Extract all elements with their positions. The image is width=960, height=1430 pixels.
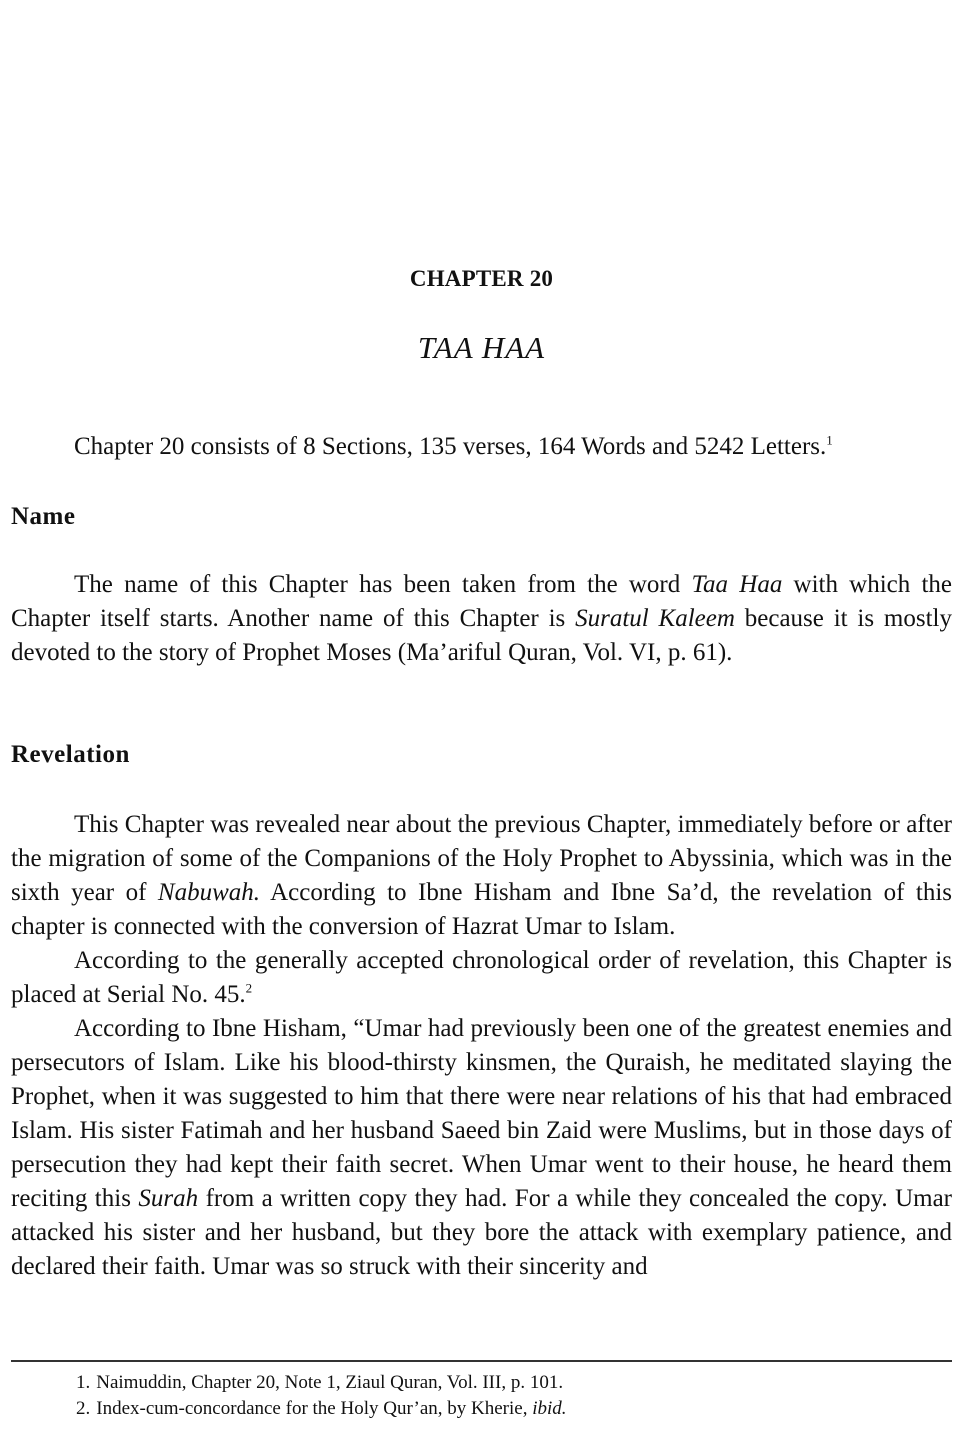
footnotes: [76, 1370, 936, 1422]
name-text-b: with which the Chapter itself starts. Another name of this Chapter is: [11, 571, 953, 632]
revelation-p1-b: According to Ibne Hisham and Ibne Sa’d, the revelation of this chapter is connected with the conversion of Hazrat Umar to Islam.: [11, 879, 953, 940]
revelation-p1-nabuwah: Nabuwah.: [157, 879, 260, 906]
footnote-ref-2: 2: [245, 980, 253, 996]
footnote-ref-1: 1: [826, 432, 833, 448]
revelation-p1-a: This Chapter was revealed near about the previous Chapter, immediately before or after the migration of some of the Companions of the Holy Prophet to Abyssinia, which was in the sixth year of: [11, 811, 952, 906]
footnote-divider: [11, 1360, 952, 1362]
revelation-paragraph-2: [11, 944, 952, 1012]
section-heading-name: Name: [11, 503, 76, 530]
revelation-heading-block: [11, 741, 952, 769]
footnote-2-italic: ibid.: [532, 1398, 567, 1419]
intro-text: Chapter 20 consists of 8 Sections, 135 verses, 164 Words and 5242 Letters.: [74, 433, 827, 460]
footnote-2-text: Index-cum-concordance for the Holy Qur’an, by Kherie,: [96, 1398, 533, 1419]
section-heading-revelation: Revelation: [11, 741, 130, 768]
name-heading-block: [11, 503, 952, 531]
footnote-1-number: 1.: [76, 1372, 91, 1393]
revelation-paragraph-3: [11, 1012, 952, 1284]
name-paragraph: [11, 568, 952, 670]
name-text-c: because it is mostly devoted to the story of Prophet Moses (Ma’ariful Quran, Vol. VI, p. 61).: [11, 605, 952, 666]
chapter-title: TAA HAA: [417, 330, 546, 365]
footnote-1-text: Naimuddin, Chapter 20, Note 1, Ziaul Quran, Vol. III, p. 101.: [96, 1372, 564, 1393]
revelation-p3-surah: Surah: [138, 1185, 199, 1212]
revelation-p3-a: According to Ibne Hisham, “Umar had previously been one of the greatest enemies and persecutors of Islam. Like his blood-thirsty kinsmen, the Quraish, he meditated slaying the Prophet, when it was suggested to him that there were near relations of his that had embraced Islam. His sister Fatimah and her husband Saeed bin Zaid were Muslims, but in those days of persecution they had kept their faith secret. When Umar went to their house, he heard them reciting this: [11, 1015, 952, 1212]
revelation-p2-a: According to the generally accepted chronological order of revelation, this Chapter is placed at Serial No. 45.: [11, 947, 952, 1008]
book-page: [11, 0, 952, 1430]
name-text-a: The name of this Chapter has been taken from the word: [74, 571, 692, 598]
intro-paragraph: [11, 430, 952, 464]
name-text-suratul-kaleem: Suratul Kaleem: [575, 605, 735, 632]
footnote-2-number: 2.: [76, 1398, 91, 1419]
revelation-paragraph-1: [11, 808, 952, 944]
footnote-2: [76, 1396, 936, 1422]
revelation-paragraphs: [11, 808, 952, 1284]
revelation-p3-b: from a written copy they had. For a while they concealed the copy. Umar attacked his sister and her husband, but they bore the attack with exemplary patience, and declared their faith. Umar was so struck with their sincerity and: [11, 1185, 952, 1280]
footnote-1: [76, 1370, 936, 1396]
name-text-taa-haa: Taa Haa: [691, 571, 783, 598]
chapter-number: CHAPTER 20: [409, 266, 554, 291]
